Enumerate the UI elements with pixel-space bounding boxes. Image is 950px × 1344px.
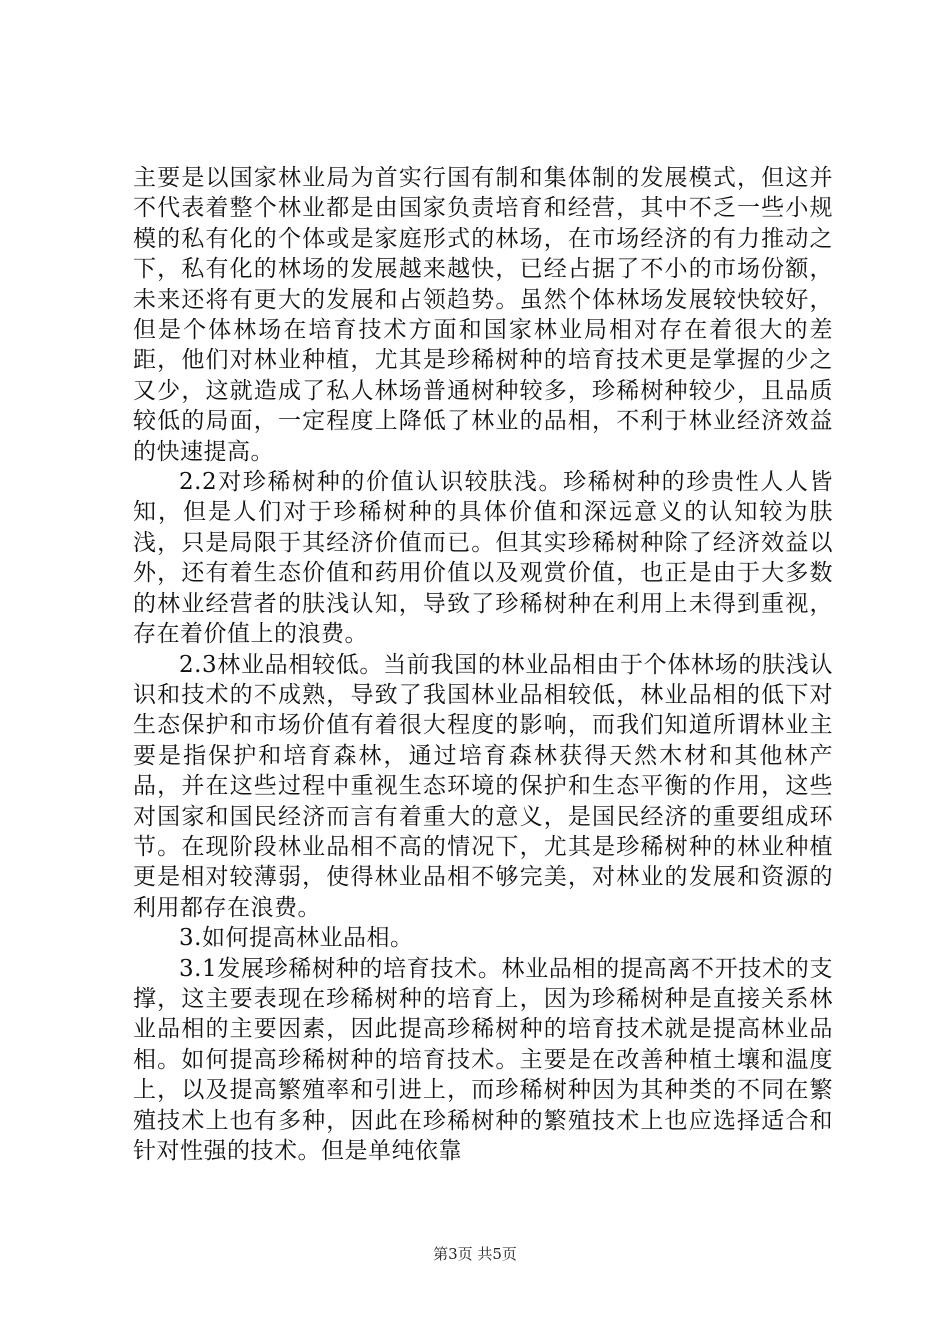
paragraph-3-1: 3.1发展珍稀树种的培育技术。林业品相的提高离不开技术的支撑，这主要表现在珍稀树种的培育上，因为珍稀树种是直接关系林业品相的主要因素，因此提高珍稀树种的培育技术就是提高林业品相。如何提高珍稀树种的培育技术。主要是在改善种植土壤和温度上，以及提高繁殖率和引进上，而珍稀树种因为其种类的不同在繁殖技术上也有多种，因此在珍稀树种的繁殖技术上也应选择适合和针对性强的技术。但是单纯依靠 xyxy=(133,955,833,1164)
body-text xyxy=(133,163,833,1166)
paragraph-2-3: 2.3林业品相较低。当前我国的林业品相由于个体林场的肤浅认识和技术的不成熟，导致了我国林业品相较低，林业品相的低下对生态保护和市场价值有着很大程度的影响，而我们知道所谓林业主要是指保护和培育森林，通过培育森林获得天然木材和其他林产品，并在这些过程中重视生态环境的保护和生态平衡的作用，这些对国家和国民经济而言有着重大的意义，是国民经济的重要组成环节。在现阶段林业品相不高的情况下，尤其是珍稀树种的林业种植更是相对较薄弱，使得林业品相不够完美，对林业的发展和资源的利用都存在浪费。 xyxy=(133,651,833,921)
section-heading-3: 3.如何提高林业品相。 xyxy=(179,925,414,952)
paragraph-continuation: 主要是以国家林业局为首实行国有制和集体制的发展模式，但这并不代表着整个林业都是由国家负责培育和经营，其中不乏一些小规模的私有化的个体或是家庭形式的林场，在市场经济的有力推动之下，私有化的林场的发展越来越快，已经占据了不小的市场份额，未来还将有更大的发展和占领趋势。虽然个体林场发展较快较好，但是个体林场在培育技术方面和国家林业局相对存在着很大的差距，他们对林业种植，尤其是珍稀树种的培育技术更是掌握的少之又少，这就造成了私人林场普通树种较多，珍稀树种较少，且品质较低的局面，一定程度上降低了林业的品相，不利于林业经济效益的快速提高。 xyxy=(133,165,833,465)
paragraph-2-2: 2.2对珍稀树种的价值认识较肤浅。珍稀树种的珍贵性人人皆知，但是人们对于珍稀树种的具体价值和深远意义的认知较为肤浅，只是局限于其经济价值而已。但其实珍稀树种除了经济效益以外，还有着生态价值和药用价值以及观赏价值，也正是由于大多数的林业经营者的肤浅认知，导致了珍稀树种在利用上未得到重视，存在着价值上的浪费。 xyxy=(133,469,833,648)
page-footer: 第3页 共5页 xyxy=(433,1245,517,1263)
